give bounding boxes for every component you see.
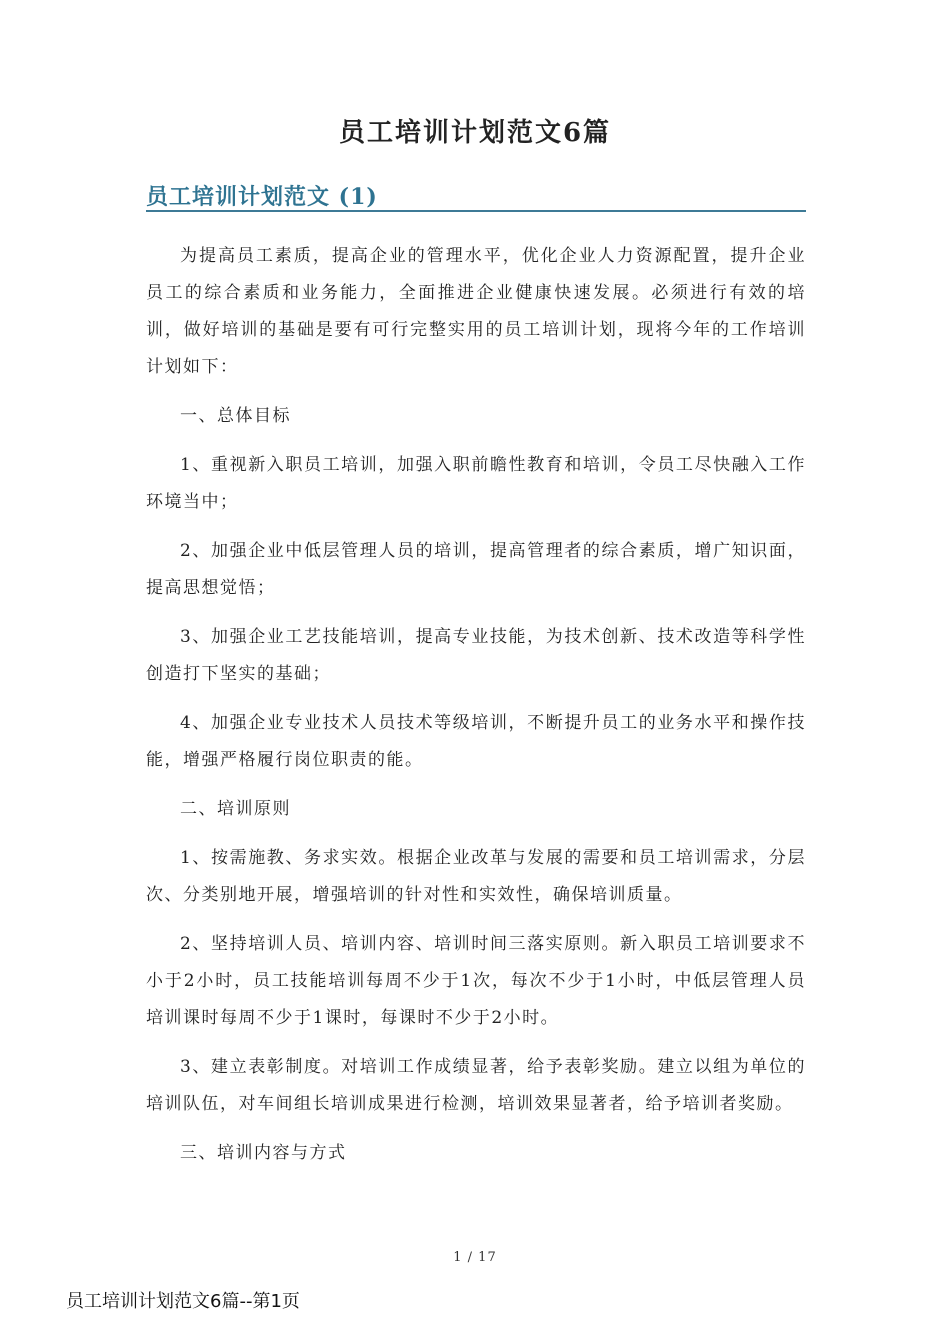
paragraph-principle-2: 2、坚持培训人员、培训内容、培训时间三落实原则。新入职员工培训要求不小于2小时，员工技能培训每周不少于1次，每次不少于1小时，中低层管理人员培训课时每周不少于1课时，每课时不少于2小时。 <box>146 934 806 1028</box>
subheading-overall-goals: 一、总体目标 <box>180 406 291 426</box>
paragraph-goal-4: 4、加强企业专业技术人员技术等级培训，不断提升员工的业务水平和操作技能，增强严格履行岗位职责的能。 <box>146 713 806 770</box>
paragraph-principle-3: 3、建立表彰制度。对培训工作成绩显著，给予表彰奖励。建立以组为单位的培训队伍，对车间组长培训成果进行检测，培训效果显著者，给予培训者奖励。 <box>146 1057 806 1114</box>
paragraph-goal-1: 1、重视新入职员工培训，加强入职前瞻性教育和培训，令员工尽快融入工作环境当中； <box>146 455 806 512</box>
paragraph-intro: 为提高员工素质，提高企业的管理水平，优化企业人力资源配置，提升企业员工的综合素质和业务能力，全面推进企业健康快速发展。必须进行有效的培训，做好培训的基础是要有可行完整实用的员工培训计划，现将今年的工作培训计划如下： <box>146 246 806 377</box>
page-title: 员工培训计划范文6篇 <box>338 118 612 148</box>
page-number: 1 / 17 <box>453 1250 497 1265</box>
footer-caption: 员工培训计划范文6篇--第1页 <box>66 1291 300 1312</box>
subheading-training-principles: 二、培训原则 <box>180 799 291 819</box>
paragraph-principle-1: 1、按需施教、务求实效。根据企业改革与发展的需要和员工培训需求，分层次、分类别地开展，增强培训的针对性和实效性，确保培训质量。 <box>146 848 806 905</box>
paragraph-goal-3: 3、加强企业工艺技能培训，提高专业技能，为技术创新、技术改造等科学性创造打下坚实的基础； <box>146 627 806 684</box>
paragraph-goal-2: 2、加强企业中低层管理人员的培训，提高管理者的综合素质，增广知识面，提高思想觉悟； <box>146 541 806 598</box>
document-body <box>146 238 806 1184</box>
section-heading: 员工培训计划范文 (1) <box>146 180 806 212</box>
subheading-content-and-methods: 三、培训内容与方式 <box>180 1143 347 1163</box>
